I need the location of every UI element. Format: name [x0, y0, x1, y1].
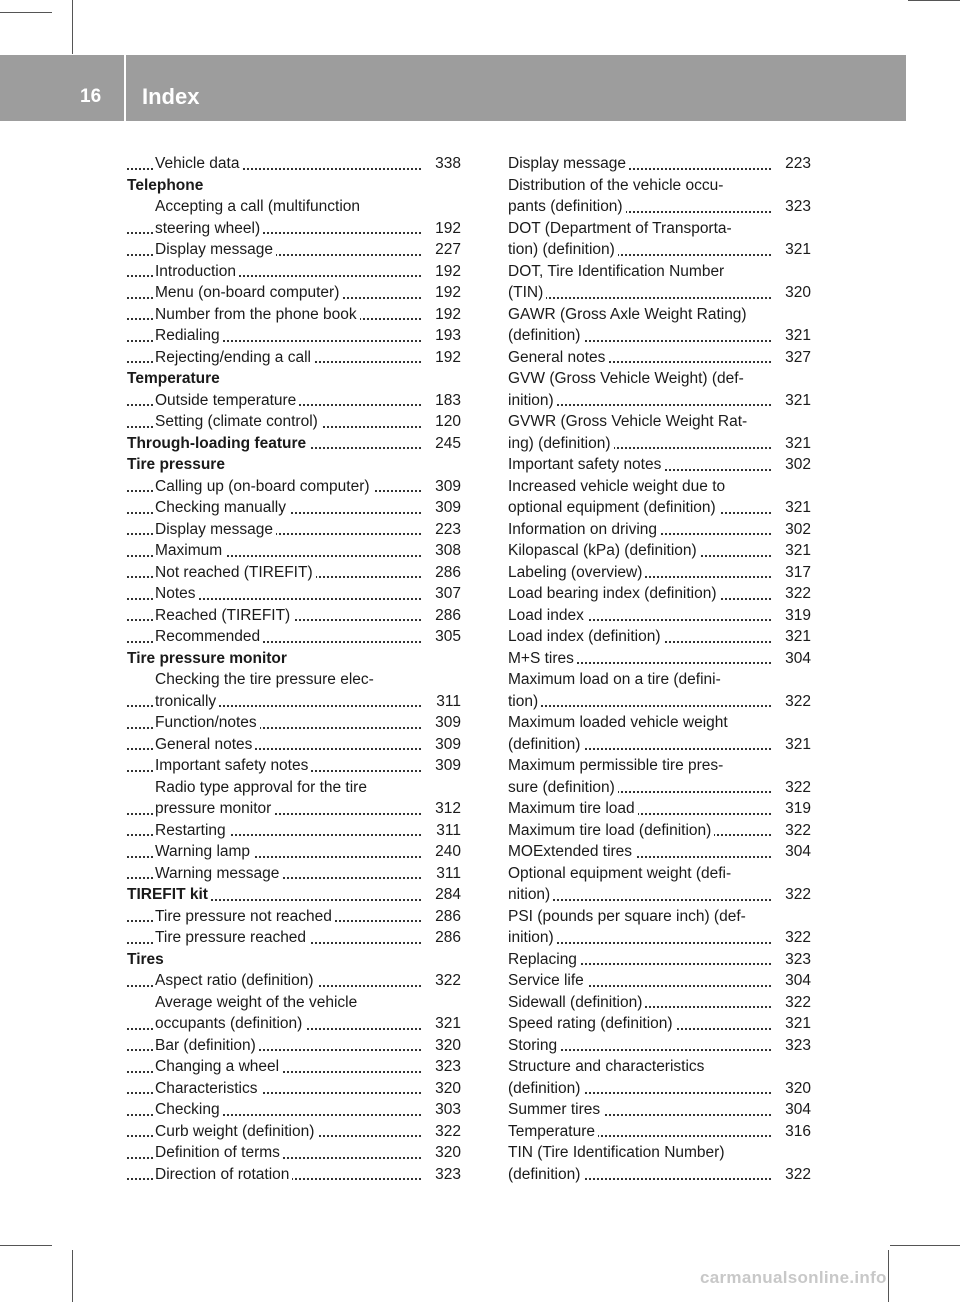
page-reference: 309 — [421, 476, 461, 498]
page-reference: 304 — [771, 841, 811, 863]
page-reference: 286 — [421, 906, 461, 928]
index-heading — [127, 433, 461, 455]
page-reference: 321 — [771, 433, 811, 455]
entry-text: Not reached (TIREFIT) — [155, 564, 316, 581]
page-reference: 309 — [421, 755, 461, 777]
page-reference: 302 — [771, 519, 811, 541]
page-reference: 323 — [771, 196, 811, 218]
entry-text: Tire pressure — [127, 456, 228, 473]
header-bar — [0, 55, 906, 121]
index-entry — [508, 927, 811, 949]
page-reference: 286 — [421, 927, 461, 949]
page-reference: 320 — [421, 1142, 461, 1164]
index-entry — [127, 304, 461, 326]
entry-text: occupants (definition) — [155, 1015, 305, 1032]
entry-text: tion) — [508, 693, 541, 710]
index-entry — [127, 605, 461, 627]
index-entry — [508, 734, 811, 756]
page-reference: 322 — [771, 1164, 811, 1186]
crop-mark — [908, 0, 960, 1]
index-entry — [127, 540, 461, 562]
index-heading — [127, 884, 461, 906]
index-entry — [127, 261, 461, 283]
entry-text: Maximum loaded vehicle weight — [508, 714, 731, 731]
page-reference: 322 — [421, 1121, 461, 1143]
entry-text: Radio type approval for the tire — [155, 779, 370, 796]
index-entry — [508, 669, 811, 691]
page-reference: 322 — [421, 970, 461, 992]
entry-text: Checking — [155, 1101, 223, 1118]
index-heading — [127, 648, 461, 670]
index-entry — [127, 562, 461, 584]
page-reference: 317 — [771, 562, 811, 584]
entry-text: Rejecting/ending a call — [155, 349, 314, 366]
page-reference: 320 — [771, 282, 811, 304]
entry-text: Load index (definition) — [508, 628, 664, 645]
entry-text: Bar (definition) — [155, 1037, 259, 1054]
page-reference: 321 — [771, 239, 811, 261]
index-entry — [127, 798, 461, 820]
entry-text: MOExtended tires — [508, 843, 635, 860]
index-entry — [127, 820, 461, 842]
index-entry — [127, 1078, 461, 1100]
index-entry — [127, 669, 461, 691]
entry-text: inition) — [508, 392, 557, 409]
entry-text: Labeling (overview) — [508, 564, 645, 581]
entry-text: Checking manually — [155, 499, 289, 516]
page-reference: 319 — [771, 798, 811, 820]
page-reference: 304 — [771, 1099, 811, 1121]
index-entry — [127, 1099, 461, 1121]
entry-text: General notes — [155, 736, 255, 753]
index-entry — [127, 992, 461, 1014]
index-entry — [127, 519, 461, 541]
entry-text: GAWR (Gross Axle Weight Rating) — [508, 306, 750, 323]
watermark: carmanualsonline.info — [700, 1268, 887, 1287]
page-reference: 321 — [771, 497, 811, 519]
index-entry — [508, 1121, 811, 1143]
page-reference: 305 — [421, 626, 461, 648]
index-entry — [508, 261, 811, 283]
index-entry — [127, 1013, 461, 1035]
page-reference: 302 — [771, 454, 811, 476]
entry-text: Number from the phone book — [155, 306, 360, 323]
index-entry — [127, 927, 461, 949]
header-divider — [124, 55, 126, 121]
page-number: 16 — [80, 86, 102, 107]
page-reference: 284 — [421, 884, 461, 906]
page-reference: 321 — [421, 1013, 461, 1035]
index-entry — [127, 841, 461, 863]
leader-dots — [508, 705, 771, 707]
index-entry — [508, 239, 811, 261]
page-reference: 321 — [771, 325, 811, 347]
index-entry — [127, 218, 461, 240]
index-entry — [127, 325, 461, 347]
index-entry — [508, 755, 811, 777]
entry-text: Increased vehicle weight due to — [508, 478, 728, 495]
entry-text: ing) (definition) — [508, 435, 614, 452]
index-entry — [127, 1035, 461, 1057]
entry-text: Tires — [127, 951, 167, 968]
entry-text: Optional equipment weight (defi- — [508, 865, 734, 882]
page-reference: 322 — [771, 820, 811, 842]
index-entry — [508, 648, 811, 670]
entry-text: Menu (on-board computer) — [155, 284, 342, 301]
crop-mark — [0, 1245, 52, 1246]
index-entry — [508, 390, 811, 412]
crop-mark — [72, 1250, 73, 1302]
index-entry — [508, 1013, 811, 1035]
entry-text: Temperature — [508, 1123, 598, 1140]
entry-text: Maximum permissible tire pres- — [508, 757, 726, 774]
page-reference: 223 — [421, 519, 461, 541]
entry-text: Setting (climate control) — [155, 413, 321, 430]
index-entry — [508, 218, 811, 240]
entry-text: Accepting a call (multifunction — [155, 198, 363, 215]
index-entry — [508, 282, 811, 304]
entry-text: (definition) — [508, 1166, 583, 1183]
entry-text: Direction of rotation — [155, 1166, 292, 1183]
page-reference: 286 — [421, 562, 461, 584]
page-reference: 303 — [421, 1099, 461, 1121]
entry-text: Introduction — [155, 263, 239, 280]
entry-text: TIREFIT kit — [127, 886, 211, 903]
entry-text: M+S tires — [508, 650, 577, 667]
index-entry — [508, 841, 811, 863]
page-reference: 309 — [421, 497, 461, 519]
entry-text: Kilopascal (kPa) (definition) — [508, 542, 700, 559]
page-reference: 321 — [771, 734, 811, 756]
index-entry — [508, 1099, 811, 1121]
index-entry — [508, 626, 811, 648]
index-entry — [127, 390, 461, 412]
page-reference: 311 — [421, 820, 461, 842]
index-entry — [127, 153, 461, 175]
index-entry — [508, 970, 811, 992]
entry-text: sure (definition) — [508, 779, 618, 796]
crop-mark — [888, 1250, 889, 1302]
index-entry — [127, 476, 461, 498]
crop-mark — [890, 1245, 960, 1246]
entry-text: pants (definition) — [508, 198, 626, 215]
index-entry — [508, 153, 811, 175]
index-entry — [127, 239, 461, 261]
index-entry — [508, 1142, 811, 1164]
entry-text: Service life — [508, 972, 587, 989]
entry-text: Definition of terms — [155, 1144, 283, 1161]
index-entry — [508, 347, 811, 369]
index-entry — [508, 411, 811, 433]
page-reference: 120 — [421, 411, 461, 433]
entry-text: Redialing — [155, 327, 223, 344]
index-entry — [127, 906, 461, 928]
entry-text: DOT (Department of Transporta- — [508, 220, 735, 237]
index-entry — [508, 562, 811, 584]
page-reference: 240 — [421, 841, 461, 863]
index-entry — [127, 583, 461, 605]
entry-text: tronically — [155, 693, 219, 710]
index-heading — [127, 454, 461, 476]
entry-text: Display message — [155, 521, 276, 538]
page-reference: 192 — [421, 218, 461, 240]
index-entry — [127, 755, 461, 777]
entry-text: Load index — [508, 607, 587, 624]
index-entry — [508, 884, 811, 906]
index-entry — [508, 949, 811, 971]
page-reference: 320 — [421, 1078, 461, 1100]
page-reference: 312 — [421, 798, 461, 820]
index-column-left — [127, 153, 461, 1185]
entry-text: Restarting — [155, 822, 229, 839]
entry-text: Tire pressure reached — [155, 929, 309, 946]
index-entry — [508, 304, 811, 326]
entry-text: Temperature — [127, 370, 223, 387]
index-heading — [127, 949, 461, 971]
entry-text: Load bearing index (definition) — [508, 585, 720, 602]
index-entry — [127, 347, 461, 369]
entry-text: Aspect ratio (definition) — [155, 972, 317, 989]
page-reference: 319 — [771, 605, 811, 627]
entry-text: Tire pressure monitor — [127, 650, 290, 667]
page-reference: 323 — [421, 1056, 461, 1078]
index-entry — [508, 1056, 811, 1078]
index-entry — [127, 1142, 461, 1164]
index-entry — [508, 175, 811, 197]
entry-text: nition) — [508, 886, 553, 903]
page-reference: 192 — [421, 261, 461, 283]
index-column-right — [508, 153, 811, 1185]
entry-text: (definition) — [508, 736, 583, 753]
index-entry — [508, 497, 811, 519]
entry-text: (TIN) — [508, 284, 546, 301]
entry-text: Maximum load on a tire (defini- — [508, 671, 724, 688]
entry-text: PSI (pounds per square inch) (def- — [508, 908, 749, 925]
entry-text: Display message — [508, 155, 629, 172]
entry-text: Maximum tire load (definition) — [508, 822, 714, 839]
index-entry — [127, 1056, 461, 1078]
entry-text: Summer tires — [508, 1101, 603, 1118]
page-reference: 322 — [771, 777, 811, 799]
index-entry — [508, 368, 811, 390]
index-entry — [127, 863, 461, 885]
page-reference: 321 — [771, 540, 811, 562]
page-reference: 323 — [421, 1164, 461, 1186]
entry-text: Through-loading feature — [127, 435, 309, 452]
entry-text: TIN (Tire Identification Number) — [508, 1144, 728, 1161]
page-reference: 320 — [421, 1035, 461, 1057]
entry-text: Maximum — [155, 542, 225, 559]
page-reference: 183 — [421, 390, 461, 412]
entry-text: Speed rating (definition) — [508, 1015, 676, 1032]
entry-text: Structure and characteristics — [508, 1058, 707, 1075]
leader-dots — [508, 297, 771, 299]
page-reference: 322 — [771, 927, 811, 949]
entry-text: Vehicle data — [155, 155, 242, 172]
page-reference: 316 — [771, 1121, 811, 1143]
page-reference: 304 — [771, 970, 811, 992]
page-reference: 338 — [421, 153, 461, 175]
entry-text: Important safety notes — [155, 757, 311, 774]
index-entry — [508, 476, 811, 498]
entry-text: (definition) — [508, 327, 583, 344]
entry-text: inition) — [508, 929, 557, 946]
page-reference: 192 — [421, 347, 461, 369]
entry-text: Warning lamp — [155, 843, 253, 860]
entry-text: Characteristics — [155, 1080, 261, 1097]
page-reference: 304 — [771, 648, 811, 670]
page-reference: 321 — [771, 390, 811, 412]
index-entry — [127, 777, 461, 799]
entry-text: Outside temperature — [155, 392, 299, 409]
entry-text: Information on driving — [508, 521, 660, 538]
page-reference: 322 — [771, 884, 811, 906]
index-entry — [508, 691, 811, 713]
index-entry — [508, 196, 811, 218]
entry-text: Storing — [508, 1037, 560, 1054]
index-entry — [508, 433, 811, 455]
index-entry — [508, 540, 811, 562]
entry-text: Notes — [155, 585, 199, 602]
index-entry — [508, 906, 811, 928]
index-entry — [508, 1078, 811, 1100]
index-entry — [508, 777, 811, 799]
index-entry — [127, 411, 461, 433]
page-reference: 223 — [771, 153, 811, 175]
index-entry — [508, 712, 811, 734]
index-entry — [508, 1035, 811, 1057]
index-entry — [508, 454, 811, 476]
entry-text: General notes — [508, 349, 608, 366]
entry-text: GVW (Gross Vehicle Weight) (def- — [508, 370, 747, 387]
page-reference: 307 — [421, 583, 461, 605]
index-entry — [508, 798, 811, 820]
entry-text: Reached (TIREFIT) — [155, 607, 293, 624]
page-reference: 308 — [421, 540, 461, 562]
page-reference: 311 — [421, 863, 461, 885]
index-entry — [127, 1121, 461, 1143]
crop-mark — [72, 0, 73, 54]
entry-text: Checking the tire pressure elec- — [155, 671, 377, 688]
entry-text: Changing a wheel — [155, 1058, 282, 1075]
index-entry — [127, 970, 461, 992]
page-reference: 320 — [771, 1078, 811, 1100]
page-reference: 192 — [421, 282, 461, 304]
index-entry — [508, 583, 811, 605]
entry-text: Replacing — [508, 951, 580, 968]
index-entry — [127, 626, 461, 648]
index-entry — [508, 863, 811, 885]
entry-text: Telephone — [127, 177, 206, 194]
index-entry — [127, 196, 461, 218]
page-reference: 322 — [771, 691, 811, 713]
entry-text: Recommended — [155, 628, 263, 645]
index-entry — [508, 992, 811, 1014]
entry-text: Sidewall (definition) — [508, 994, 645, 1011]
index-entry — [127, 734, 461, 756]
page-reference: 323 — [771, 1035, 811, 1057]
entry-text: Display message — [155, 241, 276, 258]
page-reference: 322 — [771, 992, 811, 1014]
entry-text: GVWR (Gross Vehicle Weight Rat- — [508, 413, 750, 430]
index-entry — [127, 282, 461, 304]
index-entry — [508, 519, 811, 541]
entry-text: Curb weight (definition) — [155, 1123, 317, 1140]
index-entry — [508, 325, 811, 347]
index-heading — [127, 175, 461, 197]
index-entry — [127, 691, 461, 713]
page-reference: 227 — [421, 239, 461, 261]
page-reference: 193 — [421, 325, 461, 347]
index-entry — [508, 820, 811, 842]
page-reference: 323 — [771, 949, 811, 971]
page-reference: 192 — [421, 304, 461, 326]
page-title: Index — [142, 84, 200, 109]
page-reference: 309 — [421, 712, 461, 734]
entry-text: Calling up (on-board computer) — [155, 478, 373, 495]
index-entry — [127, 497, 461, 519]
entry-text: Warning message — [155, 865, 282, 882]
entry-text: pressure monitor — [155, 800, 274, 817]
page-reference: 245 — [421, 433, 461, 455]
index-entry — [127, 712, 461, 734]
index-entry — [508, 1164, 811, 1186]
entry-text: steering wheel) — [155, 220, 263, 237]
index-entry — [508, 605, 811, 627]
index-heading — [127, 368, 461, 390]
page-reference: 286 — [421, 605, 461, 627]
entry-text: tion) (definition) — [508, 241, 618, 258]
entry-text: Maximum tire load — [508, 800, 638, 817]
entry-text: Tire pressure not reached — [155, 908, 335, 925]
entry-text: (definition) — [508, 1080, 583, 1097]
page-reference: 321 — [771, 1013, 811, 1035]
entry-text: Important safety notes — [508, 456, 664, 473]
page-reference: 322 — [771, 583, 811, 605]
entry-text: Function/notes — [155, 714, 260, 731]
page-reference: 327 — [771, 347, 811, 369]
entry-text: DOT, Tire Identification Number — [508, 263, 727, 280]
crop-mark — [0, 12, 52, 13]
index-entry — [127, 1164, 461, 1186]
page-reference: 309 — [421, 734, 461, 756]
page-reference: 321 — [771, 626, 811, 648]
page-reference: 311 — [421, 691, 461, 713]
entry-text: Average weight of the vehicle — [155, 994, 360, 1011]
entry-text: optional equipment (definition) — [508, 499, 719, 516]
entry-text: Distribution of the vehicle occu- — [508, 177, 726, 194]
